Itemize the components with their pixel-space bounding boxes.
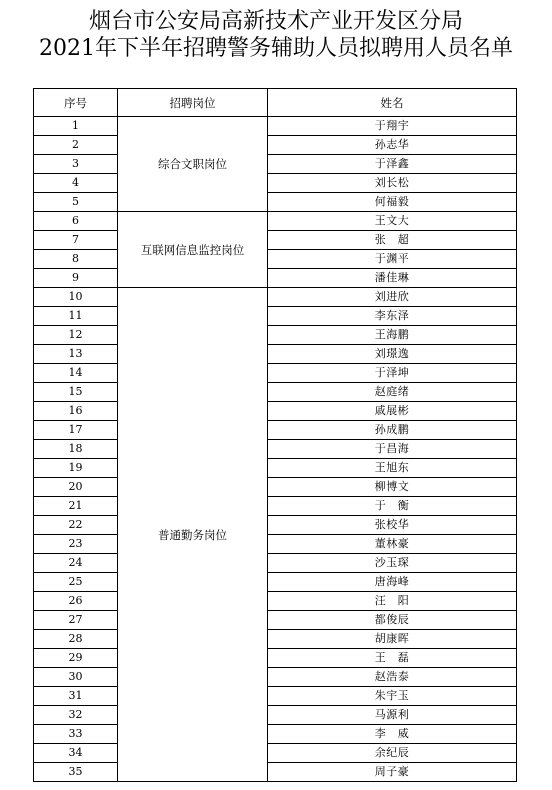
- row-seq: 2: [34, 136, 118, 155]
- table-row: [34, 421, 517, 440]
- table-row: [34, 478, 517, 497]
- row-name: 李 威: [268, 725, 517, 744]
- table-row: [34, 288, 517, 307]
- row-name: 于泽鑫: [268, 155, 517, 174]
- table-row: [34, 364, 517, 383]
- row-name: 王文大: [268, 212, 517, 231]
- document-subtitle: 2021年下半年招聘警务辅助人员拟聘用人员名单: [39, 36, 513, 61]
- table-row: [34, 516, 517, 535]
- row-name: 张 超: [268, 231, 517, 250]
- header-seq: 序号: [34, 89, 118, 117]
- row-seq: 24: [34, 554, 118, 573]
- row-name: 都俊辰: [268, 611, 517, 630]
- row-name: 于渊平: [268, 250, 517, 269]
- table-row: [34, 763, 517, 782]
- row-name: 张校华: [268, 516, 517, 535]
- header-name: 姓名: [268, 89, 517, 117]
- table-row: [34, 345, 517, 364]
- table-row: [34, 231, 517, 250]
- row-name: 刘璟逸: [268, 345, 517, 364]
- table-row: [34, 687, 517, 706]
- row-name: 柳博文: [268, 478, 517, 497]
- table-row: [34, 535, 517, 554]
- table-row: [34, 250, 517, 269]
- row-name: 余纪辰: [268, 744, 517, 763]
- table-row: [34, 402, 517, 421]
- row-seq: 27: [34, 611, 118, 630]
- row-name: 赵浩泰: [268, 668, 517, 687]
- table-row: [34, 326, 517, 345]
- row-name: 王旭东: [268, 459, 517, 478]
- row-seq: 32: [34, 706, 118, 725]
- table-row: [34, 193, 517, 212]
- row-seq: 33: [34, 725, 118, 744]
- row-name: 王海鹏: [268, 326, 517, 345]
- row-name: 刘进欣: [268, 288, 517, 307]
- post-category-cell: 综合文职岗位: [118, 117, 268, 212]
- table-row: [34, 136, 517, 155]
- row-seq: 29: [34, 649, 118, 668]
- row-name: 戚展彬: [268, 402, 517, 421]
- table-row: [34, 269, 517, 288]
- row-name: 于 衡: [268, 497, 517, 516]
- row-name: 唐海峰: [268, 573, 517, 592]
- row-seq: 34: [34, 744, 118, 763]
- table-row: [34, 383, 517, 402]
- table-row: [34, 649, 517, 668]
- row-seq: 26: [34, 592, 118, 611]
- table-row: [34, 630, 517, 649]
- row-seq: 22: [34, 516, 118, 535]
- row-name: 王 磊: [268, 649, 517, 668]
- table-body: [34, 117, 517, 782]
- row-seq: 35: [34, 763, 118, 782]
- row-name: 孙志华: [268, 136, 517, 155]
- table-row: [34, 440, 517, 459]
- row-seq: 25: [34, 573, 118, 592]
- row-name: 于翔宇: [268, 117, 517, 136]
- row-seq: 1: [34, 117, 118, 136]
- row-seq: 20: [34, 478, 118, 497]
- row-seq: 9: [34, 269, 118, 288]
- row-seq: 21: [34, 497, 118, 516]
- row-seq: 3: [34, 155, 118, 174]
- row-seq: 13: [34, 345, 118, 364]
- row-name: 潘佳琳: [268, 269, 517, 288]
- table-row: [34, 573, 517, 592]
- row-seq: 30: [34, 668, 118, 687]
- row-seq: 4: [34, 174, 118, 193]
- table-row: [34, 459, 517, 478]
- row-seq: 6: [34, 212, 118, 231]
- row-seq: 19: [34, 459, 118, 478]
- header-post: 招聘岗位: [118, 89, 268, 117]
- row-name: 沙玉琛: [268, 554, 517, 573]
- table-row: [34, 611, 517, 630]
- row-name: 周子豪: [268, 763, 517, 782]
- row-name: 朱宇玉: [268, 687, 517, 706]
- table-row: [34, 725, 517, 744]
- table-row: [34, 212, 517, 231]
- table-row: [34, 497, 517, 516]
- row-seq: 10: [34, 288, 118, 307]
- row-seq: 18: [34, 440, 118, 459]
- row-name: 李东泽: [268, 307, 517, 326]
- row-name: 孙成鹏: [268, 421, 517, 440]
- table-row: [34, 592, 517, 611]
- row-seq: 16: [34, 402, 118, 421]
- row-name: 何福毅: [268, 193, 517, 212]
- table-row: [34, 174, 517, 193]
- table-row: [34, 744, 517, 763]
- table-header-row: [34, 89, 517, 117]
- row-seq: 28: [34, 630, 118, 649]
- row-seq: 7: [34, 231, 118, 250]
- document-title: 烟台市公安局高新技术产业开发区分局: [88, 9, 463, 34]
- row-seq: 12: [34, 326, 118, 345]
- table-row: [34, 307, 517, 326]
- row-name: 赵庭绪: [268, 383, 517, 402]
- post-category-cell: 普通勤务岗位: [118, 288, 268, 782]
- table-row: [34, 554, 517, 573]
- row-name: 胡康晖: [268, 630, 517, 649]
- table-row: [34, 117, 517, 136]
- row-name: 刘长松: [268, 174, 517, 193]
- row-seq: 23: [34, 535, 118, 554]
- row-seq: 11: [34, 307, 118, 326]
- hire-list-table: [33, 88, 517, 782]
- row-name: 于泽坤: [268, 364, 517, 383]
- row-name: 董林豪: [268, 535, 517, 554]
- row-name: 于昌海: [268, 440, 517, 459]
- row-name: 马源利: [268, 706, 517, 725]
- table-row: [34, 155, 517, 174]
- row-seq: 31: [34, 687, 118, 706]
- row-seq: 14: [34, 364, 118, 383]
- row-seq: 15: [34, 383, 118, 402]
- row-name: 汪 阳: [268, 592, 517, 611]
- row-seq: 5: [34, 193, 118, 212]
- row-seq: 17: [34, 421, 118, 440]
- table-row: [34, 668, 517, 687]
- post-category-cell: 互联网信息监控岗位: [118, 212, 268, 288]
- row-seq: 8: [34, 250, 118, 269]
- table-row: [34, 706, 517, 725]
